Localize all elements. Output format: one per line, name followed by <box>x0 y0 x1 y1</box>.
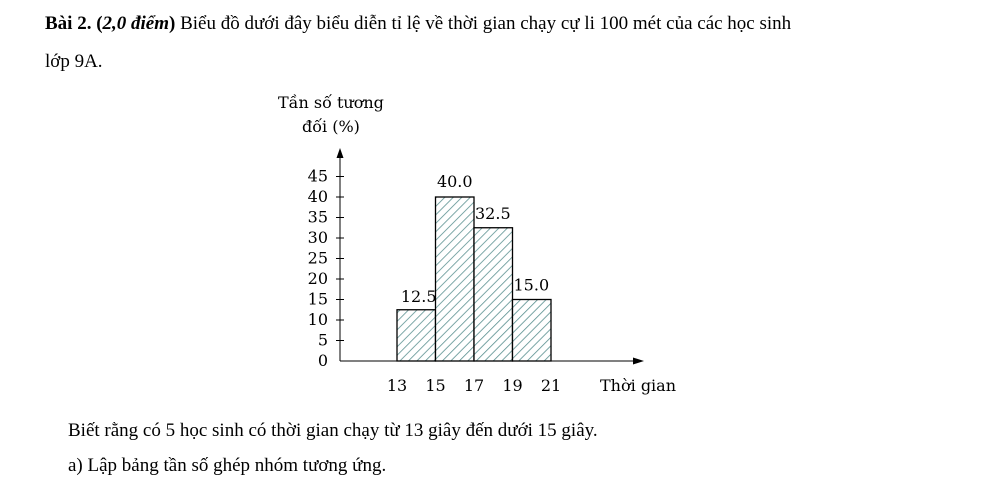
y-tick-label: 25 <box>307 248 328 268</box>
y-tick-label: 20 <box>307 269 328 288</box>
y-axis-label-line2: đối (%) <box>302 117 360 136</box>
x-tick-label: 15 <box>425 376 446 395</box>
x-tick-label: 21 <box>540 376 562 395</box>
histogram-bar <box>513 300 552 362</box>
problem-points: 2,0 điểm <box>102 13 170 34</box>
histogram-bar <box>397 310 436 361</box>
y-tick-label: 40 <box>307 187 328 206</box>
problem-intro-continued: lớp 9A. <box>45 51 103 72</box>
x-axis-arrow-icon <box>633 358 644 365</box>
y-tick-label: 45 <box>307 166 328 186</box>
x-axis-label: Thời gian <box>600 376 677 395</box>
y-axis-label-line1: Tần số tương <box>278 93 384 112</box>
x-tick-label: 17 <box>463 376 485 395</box>
bar-value-label: 32.5 <box>475 203 511 223</box>
problem-label: Bài 2. <box>45 13 92 34</box>
y-axis-arrow-icon <box>337 148 344 158</box>
question-a: a) Lập bảng tần số ghép nhóm tương ứng. <box>68 455 387 476</box>
problem-points-wrap: (2,0 điểm) <box>96 13 176 34</box>
histogram-chart <box>250 86 710 406</box>
y-tick-label: 10 <box>307 310 328 329</box>
bar-value-label: 12.5 <box>400 286 437 306</box>
y-tick-label: 35 <box>307 207 328 227</box>
y-tick-label: 15 <box>307 289 328 309</box>
y-tick-label: 0 <box>317 351 328 370</box>
problem-intro <box>45 13 791 35</box>
x-tick-label: 13 <box>386 376 408 395</box>
histogram-bar <box>436 197 475 361</box>
bar-value-label: 15.0 <box>513 275 550 295</box>
histogram-bar <box>474 228 513 361</box>
problem-intro-text: Biểu đồ dưới đây biểu diễn tỉ lệ về thời gian chạy cự li 100 mét của các học sinh <box>175 13 792 34</box>
given-statement: Biết rằng có 5 học sinh có thời gian chạy từ 13 giây đến dưới 15 giây. <box>68 420 598 441</box>
y-tick-label: 5 <box>317 330 328 350</box>
bar-value-label: 40.0 <box>436 172 473 191</box>
y-tick-label: 30 <box>307 228 328 247</box>
x-tick-label: 19 <box>502 376 523 395</box>
